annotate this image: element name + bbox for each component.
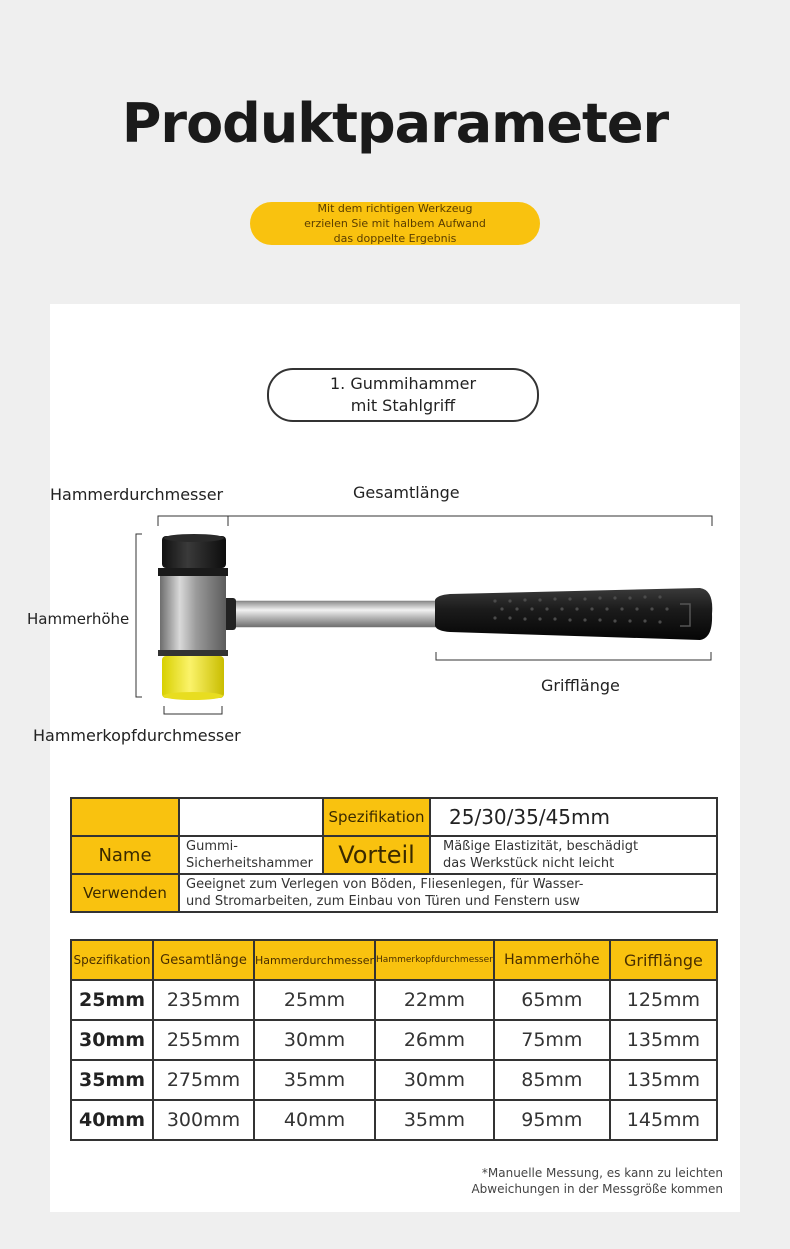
footnote-line: *Manuelle Messung, es kann zu leichten: [481, 1166, 723, 1180]
label-grip-length: Grifflänge: [541, 676, 620, 695]
dimensions-table: [70, 939, 718, 1141]
table-cell: 40mm: [71, 1100, 153, 1140]
name-label: Name: [71, 836, 179, 874]
column-header: Hammerkopfdurchmesser: [375, 940, 494, 980]
table-header-row: [71, 940, 717, 980]
advantage-label: Vorteil: [323, 836, 430, 874]
table-cell: 65mm: [494, 980, 610, 1020]
advantage-value-line: Mäßige Elastizität, beschädigt: [443, 839, 639, 854]
label-total-length: Gesamtlänge: [353, 483, 460, 502]
column-header: Hammerhöhe: [494, 940, 610, 980]
slogan-line: das doppelte Ergebnis: [333, 232, 457, 245]
spec-label: Spezifikation: [323, 798, 430, 836]
advantage-value: [430, 836, 717, 874]
table-cell: 22mm: [375, 980, 494, 1020]
hammer-shaft: [220, 598, 440, 630]
hammer-grip: [435, 588, 712, 640]
use-value-line: Geeignet zum Verlegen von Böden, Fliesenlegen, für Wasser-: [186, 877, 584, 892]
product-name-line: 1. Gummihammer: [329, 374, 477, 393]
table-cell: 25mm: [71, 980, 153, 1020]
product-card: [27, 304, 740, 1212]
advantage-value-line: das Werkstück nicht leicht: [443, 856, 615, 871]
label-hammer-diameter: Hammerdurchmesser: [50, 485, 224, 504]
table-cell: 275mm: [153, 1060, 254, 1100]
name-value-line: Sicherheitshammer: [186, 856, 313, 871]
column-header: Gesamtlänge: [153, 940, 254, 980]
name-value-line: Gummi-: [186, 839, 238, 854]
column-header: Spezifikation: [71, 940, 153, 980]
table-row: [71, 836, 717, 874]
footnote-line: Abweichungen in der Messgröße kommen: [471, 1182, 723, 1196]
column-header: Hammerdurchmesser: [254, 940, 375, 980]
table-cell: 255mm: [153, 1020, 254, 1060]
label-hammer-height: Hammerhöhe: [27, 610, 130, 628]
hammer-diagram: [50, 304, 740, 764]
table-cell: 75mm: [494, 1020, 610, 1060]
table-cell: 25mm: [254, 980, 375, 1020]
table-cell: 145mm: [610, 1100, 717, 1140]
table-cell: 300mm: [153, 1100, 254, 1140]
empty-cell: [179, 798, 323, 836]
empty-cell: [71, 798, 179, 836]
table-cell: 235mm: [153, 980, 254, 1020]
table-cell: 35mm: [71, 1060, 153, 1100]
product-name-line: mit Stahlgriff: [350, 396, 456, 415]
table-row: [71, 1100, 717, 1140]
table-cell: 135mm: [610, 1020, 717, 1060]
use-value-line: und Stromarbeiten, zum Einbau von Türen und Fenstern usw: [186, 894, 580, 909]
table-row: [71, 1060, 717, 1100]
table-cell: 125mm: [610, 980, 717, 1020]
table-cell: 30mm: [254, 1020, 375, 1060]
table-cell: 30mm: [71, 1020, 153, 1060]
slogan-line: erzielen Sie mit halbem Aufwand: [304, 217, 486, 230]
table-row: [71, 980, 717, 1020]
table-row: [71, 798, 717, 836]
column-header: Grifflänge: [610, 940, 717, 980]
use-value: [179, 874, 717, 912]
page-title: Produktparameter: [121, 92, 669, 155]
table-cell: 40mm: [254, 1100, 375, 1140]
table-row: [71, 1020, 717, 1060]
slogan-badge: [250, 202, 540, 245]
slogan-line: Mit dem richtigen Werkzeug: [317, 202, 473, 215]
table-row: [71, 874, 717, 912]
table-cell: 26mm: [375, 1020, 494, 1060]
table-cell: 135mm: [610, 1060, 717, 1100]
name-value: [179, 836, 323, 874]
table-cell: 95mm: [494, 1100, 610, 1140]
table-cell: 35mm: [254, 1060, 375, 1100]
hammer-head: [158, 534, 228, 700]
table-cell: 35mm: [375, 1100, 494, 1140]
table-cell: 85mm: [494, 1060, 610, 1100]
spec-table: [70, 797, 718, 913]
spec-value: 25/30/35/45mm: [430, 798, 717, 836]
table-cell: 30mm: [375, 1060, 494, 1100]
footnote: [471, 1165, 723, 1197]
label-head-diameter: Hammerkopfdurchmesser: [33, 726, 241, 745]
use-label: Verwenden: [71, 874, 179, 912]
